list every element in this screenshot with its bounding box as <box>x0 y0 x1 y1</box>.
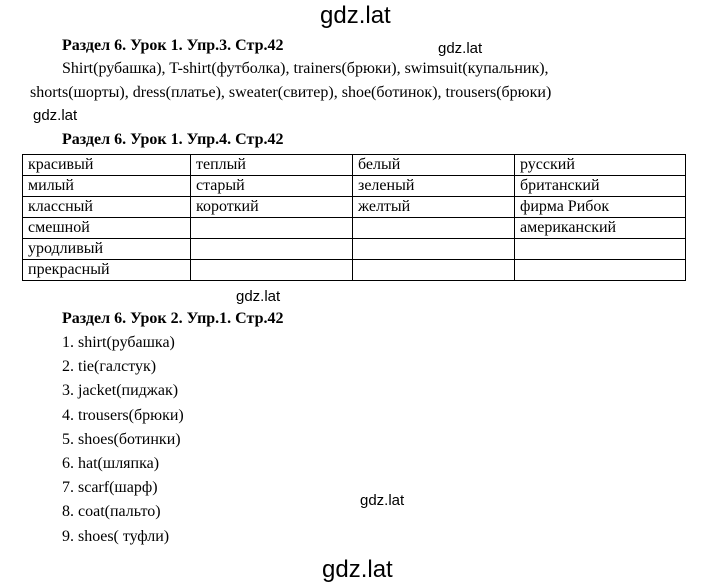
list-item: 3. jacket(пиджак) <box>62 382 179 400</box>
table-row <box>23 197 686 218</box>
list-item: 8. coat(пальто) <box>62 503 161 521</box>
section-3-heading: Раздел 6. Урок 2. Упр.1. Стр.42 <box>62 310 284 327</box>
watermark-mid: gdz.lat <box>438 40 483 57</box>
table-row <box>23 260 686 281</box>
list-item: 7. scarf(шарф) <box>62 479 158 497</box>
section-2-heading: Раздел 6. Урок 1. Упр.4. Стр.42 <box>62 131 284 148</box>
watermark-bottom: gdz.lat <box>322 556 393 583</box>
table-row <box>23 155 686 176</box>
table-cell <box>515 260 686 281</box>
table-cell <box>353 260 515 281</box>
list-item: 2. tie(галстук) <box>62 358 157 376</box>
adjectives-table <box>22 154 686 281</box>
list-item: 5. shoes(ботинки) <box>62 430 181 448</box>
table-cell: американский <box>515 218 686 239</box>
table-cell: короткий <box>191 197 353 218</box>
table-cell <box>353 239 515 260</box>
table-cell: фирма Рибок <box>515 197 686 218</box>
list-item: 4. trousers(брюки) <box>62 406 184 424</box>
table-cell: смешной <box>23 218 191 239</box>
table-cell: старый <box>191 176 353 197</box>
table-cell: классный <box>23 197 191 218</box>
table-cell: желтый <box>353 197 515 218</box>
list-item: 9. shoes( туфли) <box>62 527 170 545</box>
table-cell <box>191 239 353 260</box>
table-cell <box>353 218 515 239</box>
table-cell <box>191 260 353 281</box>
table-cell: белый <box>353 155 515 176</box>
table-cell: теплый <box>191 155 353 176</box>
table-cell <box>191 218 353 239</box>
table-cell: красивый <box>23 155 191 176</box>
watermark-table: gdz.lat <box>236 288 281 305</box>
table-cell: зеленый <box>353 176 515 197</box>
section-1-heading: Раздел 6. Урок 1. Упр.3. Стр.42 <box>62 37 284 54</box>
table-cell: милый <box>23 176 191 197</box>
section-1-line-2: shorts(шорты), dress(платье), sweater(свитер), shoe(ботинок), trousers(брюки) <box>30 84 552 101</box>
watermark-top: gdz.lat <box>320 2 391 29</box>
table-cell <box>515 239 686 260</box>
table-cell: прекрасный <box>23 260 191 281</box>
table-cell: британский <box>515 176 686 197</box>
table-row <box>23 239 686 260</box>
list-item: 1. shirt(рубашка) <box>62 334 175 351</box>
clothes-list <box>62 333 184 551</box>
table-row <box>23 176 686 197</box>
watermark-left: gdz.lat <box>33 107 78 124</box>
table-cell: русский <box>515 155 686 176</box>
watermark-list: gdz.lat <box>360 492 405 509</box>
table-cell: уродливый <box>23 239 191 260</box>
section-1-line-1: Shirt(рубашка), T-shirt(футболка), trainers(брюки), swimsuit(купальник), <box>62 60 549 77</box>
list-item: 6. hat(шляпка) <box>62 454 160 472</box>
table-row <box>23 218 686 239</box>
